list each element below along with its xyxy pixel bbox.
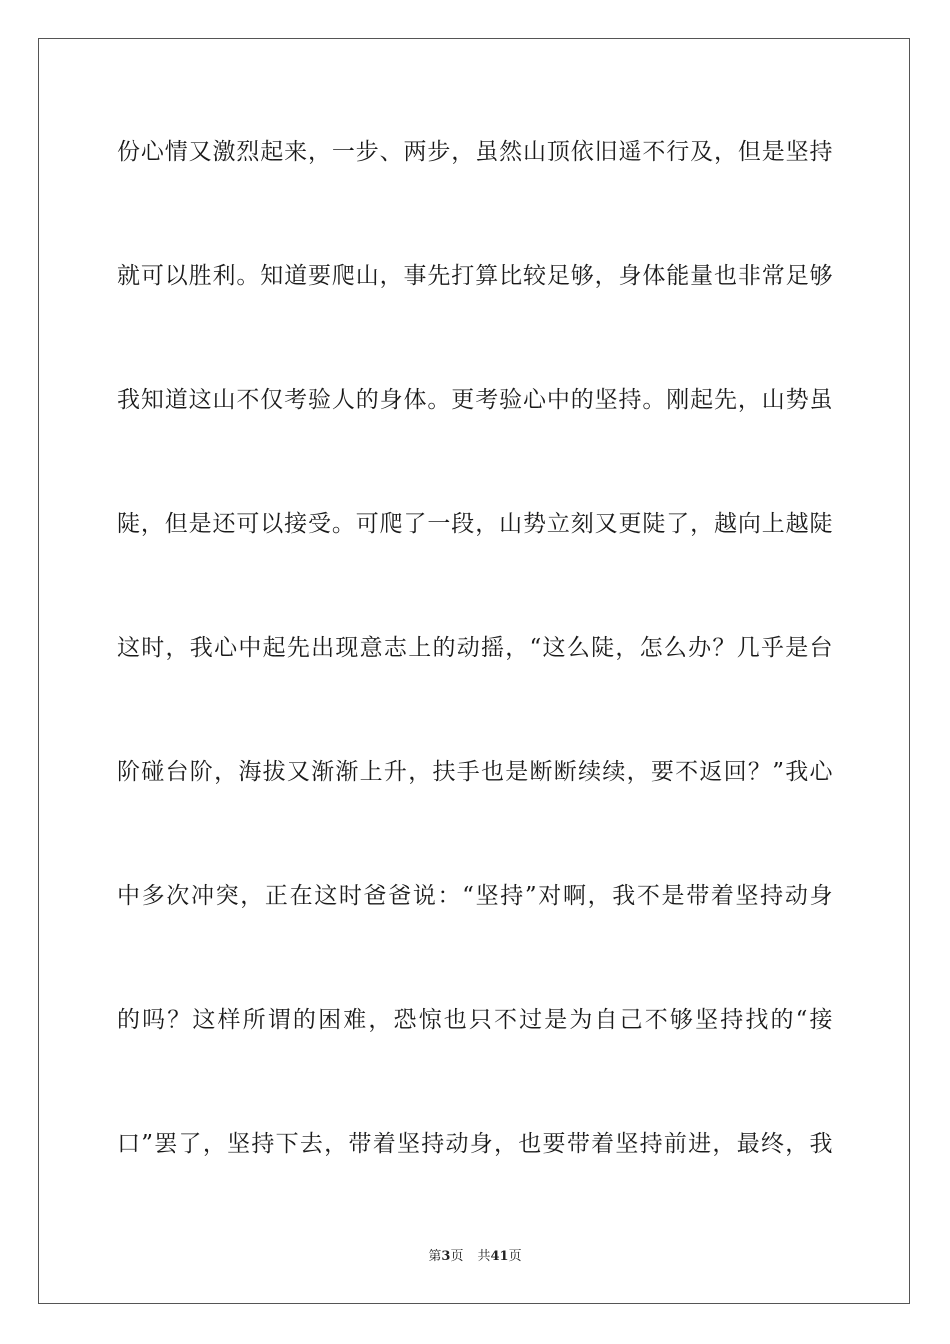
text-line: 阶碰台阶，海拔又渐渐上升，扶手也是断断续续，要不返回？”我心 <box>117 759 833 785</box>
page-suffix: 页 <box>450 1249 464 1264</box>
total-suffix: 页 <box>508 1249 522 1264</box>
total-prefix: 共 <box>477 1249 491 1264</box>
page-number: 3 <box>441 1249 451 1264</box>
text-line: 中多次冲突，正在这时爸爸说：“坚持”对啊，我不是带着坚持动身 <box>117 883 833 909</box>
text-line: 份心情又激烈起来，一步、两步，虽然山顶依旧遥不行及，但是坚持 <box>117 139 833 165</box>
page-prefix: 第 <box>428 1249 442 1264</box>
text-line: 这时，我心中起先出现意志上的动摇，“这么陡，怎么办？几乎是台 <box>117 635 833 661</box>
text-line: 口”罢了，坚持下去，带着坚持动身，也要带着坚持前进，最终，我 <box>117 1131 833 1157</box>
text-line: 的吗？这样所谓的困难，恐惊也只不过是为自己不够坚持找的“接 <box>117 1007 833 1033</box>
text-line: 我知道这山不仅考验人的身体。更考验心中的坚持。刚起先，山势虽 <box>117 387 833 413</box>
text-line: 就可以胜利。知道要爬山，事先打算比较足够，身体能量也非常足够 <box>117 263 833 289</box>
total-pages: 41 <box>490 1249 509 1264</box>
page-footer <box>0 1248 950 1266</box>
page-border <box>38 38 910 1304</box>
text-line: 陡，但是还可以接受。可爬了一段，山势立刻又更陡了，越向上越陡 <box>117 511 833 537</box>
